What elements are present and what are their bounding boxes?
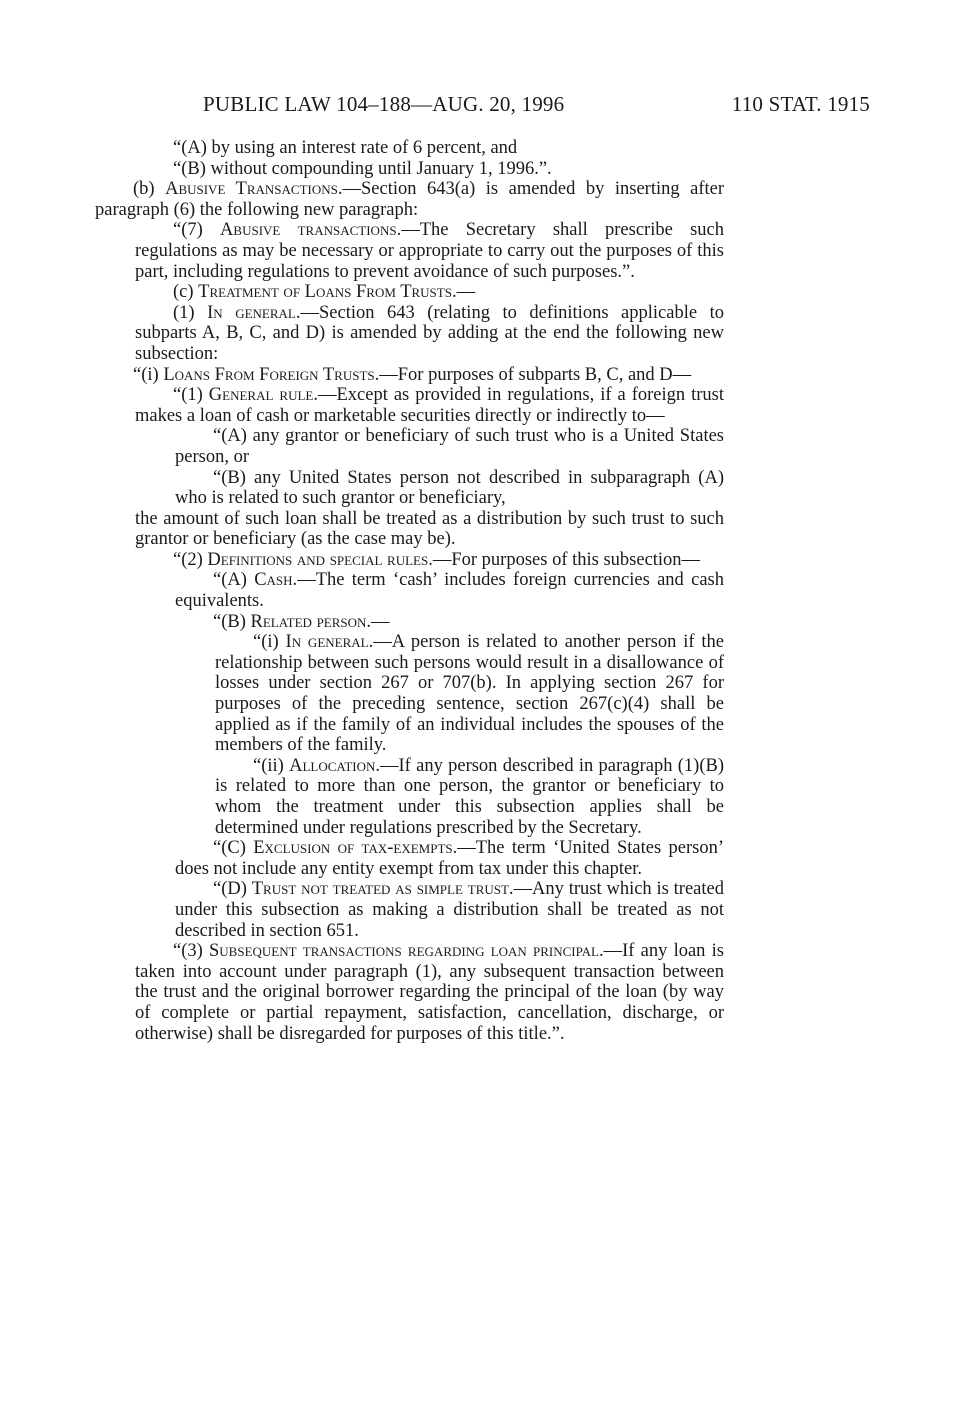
para-3-subsequent-transactions: “(3) Subsequent transactions regarding loan principal.—If any loan is taken into account under paragraph (1), any subsequent transaction between the trust and the original borrower regarding the principal of the loan (by way of complete or partial repayment, satisfaction, cancellation, discharge, or otherwise) shall be disregarded for purposes of this title.”. [135,941,724,1044]
header-public-law: PUBLIC LAW 104–188—AUG. 20, 1996 [203,92,565,116]
header-stat-page: 110 STAT. 1915 [731,92,870,116]
heading: Loans From Foreign Trusts. [163,364,380,385]
para-d-simple-trust: “(D) Trust not treated as simple trust.—Any trust which is treated under this subsection as making a distribution shall be treated as not described in section 651. [175,879,724,941]
para-flush-distribution: the amount of such loan shall be treated as a distribution by such trust to such grantor or beneficiary (as the case may be). [135,508,724,550]
heading: Definitions and special rules. [207,549,433,570]
heading: Abusive transactions. [220,220,402,241]
para-a-cash: “(A) Cash.—The term ‘cash’ includes foreign currencies and cash equivalents. [175,570,724,612]
para-a-interest-rate: “(A) by using an interest rate of 6 percent, and [173,138,518,158]
heading: Exclusion of tax-exempts. [253,838,458,859]
para-1-general-rule: “(1) General rule.—Except as provided in regulations, if a foreign trust makes a loan of cash or marketable securities directly or indirectly to— [135,385,724,426]
heading: In general. [285,632,374,653]
heading: Allocation. [289,755,381,776]
para-a-grantor: “(A) any grantor or beneficiary of such trust who is a United States person, or [175,426,724,467]
para-2-definitions: “(2) Definitions and special rules.—For purposes of this subsection— [173,549,701,570]
document-body [95,138,724,1044]
heading: General rule. [208,385,318,406]
para-1-in-general: (1) In general.—Section 643 (relating to definitions applicable to subparts A, B, C, and D) is amended by adding at the end the following new subsection: [135,302,724,364]
heading: In general. [207,302,301,323]
para-c-treatment-of-loans: (c) Treatment of Loans From Trusts.— [173,282,476,303]
heading: Trust not treated as simple trust. [251,879,514,900]
para-b-abusive-transactions: (b) Abusive Transactions.—Section 643(a) is amended by inserting after paragraph (6) the following new paragraph: [95,179,724,220]
para-b-us-person: “(B) any United States person not described in subparagraph (A) who is related to such grantor or beneficiary, [175,467,724,509]
heading: Treatment of Loans From Trusts. [198,282,457,303]
document-page [95,92,870,1044]
para-7-abusive-transactions: “(7) Abusive transactions.—The Secretary shall prescribe such regulations as may be necessary or appropriate to carry out the purposes of this part, including regulations to prevent avoidance of such purposes.”. [135,220,724,282]
para-i-loans-from-foreign-trusts: “(i) Loans From Foreign Trusts.—For purposes of subparts B, C, and D— [133,364,692,385]
para-ii-allocation: “(ii) Allocation.—If any person described in paragraph (1)(B) is related to more than one person, the grantor or beneficiary to whom the treatment under this subsection applies shall be determined under regulations prescribed by the Secretary. [215,755,724,838]
heading: Abusive Transactions. [165,179,343,200]
para-c-exclusion: “(C) Exclusion of tax-exempts.—The term ‘United States person’ does not include any entity exempt from tax under this chapter. [175,838,724,879]
para-i-in-general: “(i) In general.—A person is related to another person if the relationship between such persons would result in a disallowance of losses under section 267 or 707(b). In applying section 267 for purposes of the preceding sentence, section 267(c)(4) shall be applied as if the family of an individual includes the spouses of the members of the family. [215,632,724,756]
heading: Related person. [250,611,372,632]
heading: Cash. [254,570,298,591]
para-b-compounding: “(B) without compounding until January 1, 1996.”. [173,158,552,179]
running-header [95,92,870,122]
para-b-related-person: “(B) Related person.— [213,611,390,632]
heading: Subsequent transactions regarding loan principal. [209,941,604,962]
